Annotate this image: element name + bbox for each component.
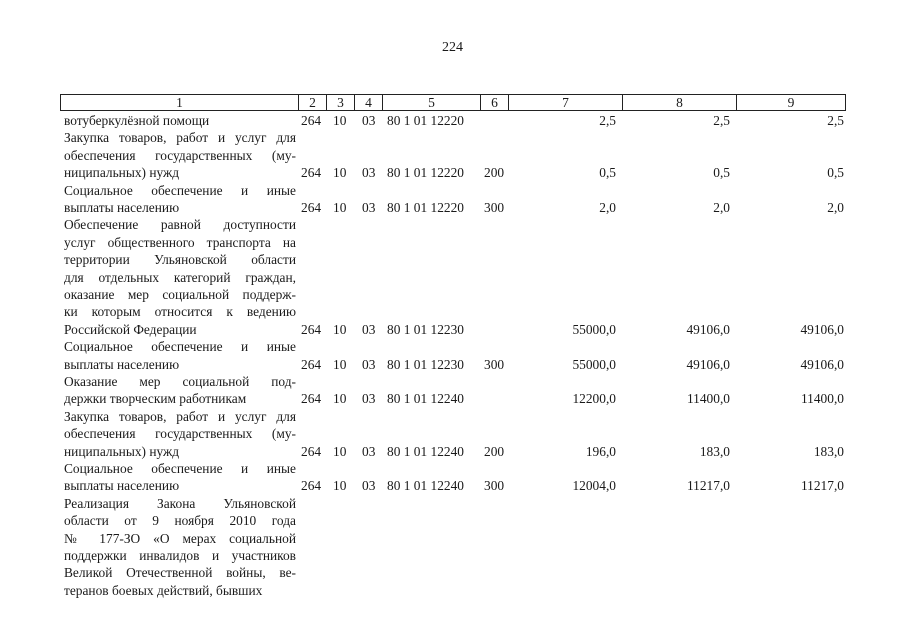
header-col-4: 4 (354, 94, 383, 111)
cell-c4: 03 (362, 321, 376, 337)
row-description (64, 408, 296, 460)
cell-c2: 264 (301, 443, 322, 459)
cell-c8: 11217,0 (686, 478, 730, 494)
description-line: Обеспечение равной доступности (64, 217, 296, 233)
cell-c3: 10 (333, 443, 347, 459)
page-number: 224 (442, 40, 463, 55)
cell-c3: 10 (333, 113, 347, 128)
cell-c8: 183,0 (699, 443, 730, 459)
row-description (64, 373, 296, 408)
cell-c6: 200 (484, 165, 505, 181)
cell-c2: 264 (301, 113, 322, 128)
cell-c7: 196,0 (585, 443, 616, 459)
cell-c9: 0,5 (827, 165, 844, 181)
header-col-3: 3 (326, 94, 355, 111)
cell-c3: 10 (333, 356, 347, 372)
cell-c3: 10 (333, 391, 347, 407)
cell-c8: 11400,0 (686, 391, 730, 407)
header-col-5: 5 (382, 94, 481, 111)
cell-c4: 03 (362, 356, 376, 372)
description-line: территории Ульяновской области (64, 252, 296, 268)
cell-c5: 80 1 01 12220 (387, 200, 464, 215)
cell-c9: 11400,0 (800, 391, 844, 407)
description-line: Великой Отечественной войны, ве- (64, 565, 296, 581)
cell-c3: 10 (333, 200, 347, 215)
cell-c6: 300 (484, 200, 505, 215)
cell-c7: 12004,0 (572, 478, 616, 494)
description-line: Оказание мер социальной под- (64, 374, 296, 389)
cell-c3: 10 (333, 321, 347, 337)
header-col-7: 7 (508, 94, 623, 111)
description-line: вотуберкулёзной помощи (64, 113, 210, 128)
cell-c5: 80 1 01 12230 (387, 356, 464, 372)
cell-c6: 200 (484, 443, 505, 459)
cell-c5: 80 1 01 12240 (387, 443, 464, 459)
cell-c6: 300 (484, 478, 505, 494)
header-col-1: 1 (60, 94, 299, 111)
description-line: держки творческим работникам (64, 391, 247, 407)
description-line: поддержки инвалидов и участников (64, 547, 296, 563)
row-description (64, 460, 296, 495)
cell-c8: 2,0 (713, 200, 730, 215)
cell-c9: 49106,0 (800, 356, 844, 372)
description-line: Закупка товаров, работ и услуг для (64, 408, 296, 424)
cell-c7: 55000,0 (572, 321, 616, 337)
cell-c9: 11217,0 (800, 478, 844, 494)
description-line: услуг общественного транспорта на (64, 234, 296, 250)
header-col-6: 6 (480, 94, 509, 111)
row-description (64, 495, 296, 599)
description-line: выплаты населению (64, 199, 180, 215)
description-line: оказание мер социальной поддерж- (64, 286, 296, 302)
description-line: выплаты населению (64, 356, 180, 372)
cell-c7: 2,0 (599, 200, 616, 215)
cell-c2: 264 (301, 321, 322, 337)
header-col-8: 8 (622, 94, 737, 111)
description-line: обеспечения государственных (му- (64, 147, 296, 163)
description-line: № 177-ЗО «О мерах социальной (64, 530, 296, 546)
description-line: ниципальных) нужд (64, 165, 180, 181)
description-line: для отдельных категорий граждан, (64, 269, 296, 285)
cell-c3: 10 (333, 165, 347, 181)
cell-c4: 03 (362, 391, 376, 407)
cell-c4: 03 (362, 113, 376, 128)
cell-c5: 80 1 01 12220 (387, 113, 464, 128)
cell-c7: 12200,0 (572, 391, 616, 407)
cell-c7: 0,5 (599, 165, 616, 181)
cell-c2: 264 (301, 478, 322, 494)
cell-c2: 264 (301, 356, 322, 372)
header-col-2: 2 (298, 94, 327, 111)
description-line: Социальное обеспечение и иные (64, 182, 296, 198)
cell-c9: 183,0 (813, 443, 844, 459)
cell-c8: 2,5 (713, 113, 730, 128)
cell-c9: 2,0 (827, 200, 844, 215)
description-line: области от 9 ноября 2010 года (64, 513, 296, 529)
cell-c9: 49106,0 (800, 321, 844, 337)
description-line: выплаты населению (64, 478, 180, 494)
row-description (64, 216, 296, 338)
cell-c5: 80 1 01 12240 (387, 391, 464, 407)
description-line: ки которым относится к ведению (64, 304, 296, 320)
row-description (64, 338, 296, 373)
cell-c4: 03 (362, 443, 376, 459)
cell-c2: 264 (301, 391, 322, 407)
cell-c6: 300 (484, 356, 505, 372)
cell-c2: 264 (301, 165, 322, 181)
description-line: ниципальных) нужд (64, 443, 180, 459)
cell-c4: 03 (362, 200, 376, 215)
row-description (64, 129, 296, 181)
cell-c4: 03 (362, 165, 376, 181)
cell-c2: 264 (301, 200, 322, 215)
cell-c5: 80 1 01 12240 (387, 478, 464, 494)
description-line: Российской Федерации (64, 321, 197, 337)
cell-c8: 49106,0 (686, 356, 730, 372)
cell-c5: 80 1 01 12220 (387, 165, 464, 181)
cell-c8: 49106,0 (686, 321, 730, 337)
cell-c3: 10 (333, 478, 347, 494)
cell-c4: 03 (362, 478, 376, 494)
cell-c7: 55000,0 (572, 356, 616, 372)
description-line: Социальное обеспечение и иные (64, 461, 296, 476)
description-line: Закупка товаров, работ и услуг для (64, 130, 296, 146)
row-description (64, 182, 296, 217)
description-line: Реализация Закона Ульяновской (64, 495, 296, 511)
cell-c9: 2,5 (827, 113, 844, 128)
cell-c7: 2,5 (599, 113, 616, 128)
row-description (64, 112, 296, 129)
description-line: теранов боевых действий, бывших (64, 582, 263, 598)
description-line: Социальное обеспечение и иные (64, 339, 296, 355)
cell-c8: 0,5 (713, 165, 730, 181)
cell-c5: 80 1 01 12230 (387, 321, 464, 337)
header-col-9: 9 (736, 94, 846, 111)
description-line: обеспечения государственных (му- (64, 426, 296, 442)
